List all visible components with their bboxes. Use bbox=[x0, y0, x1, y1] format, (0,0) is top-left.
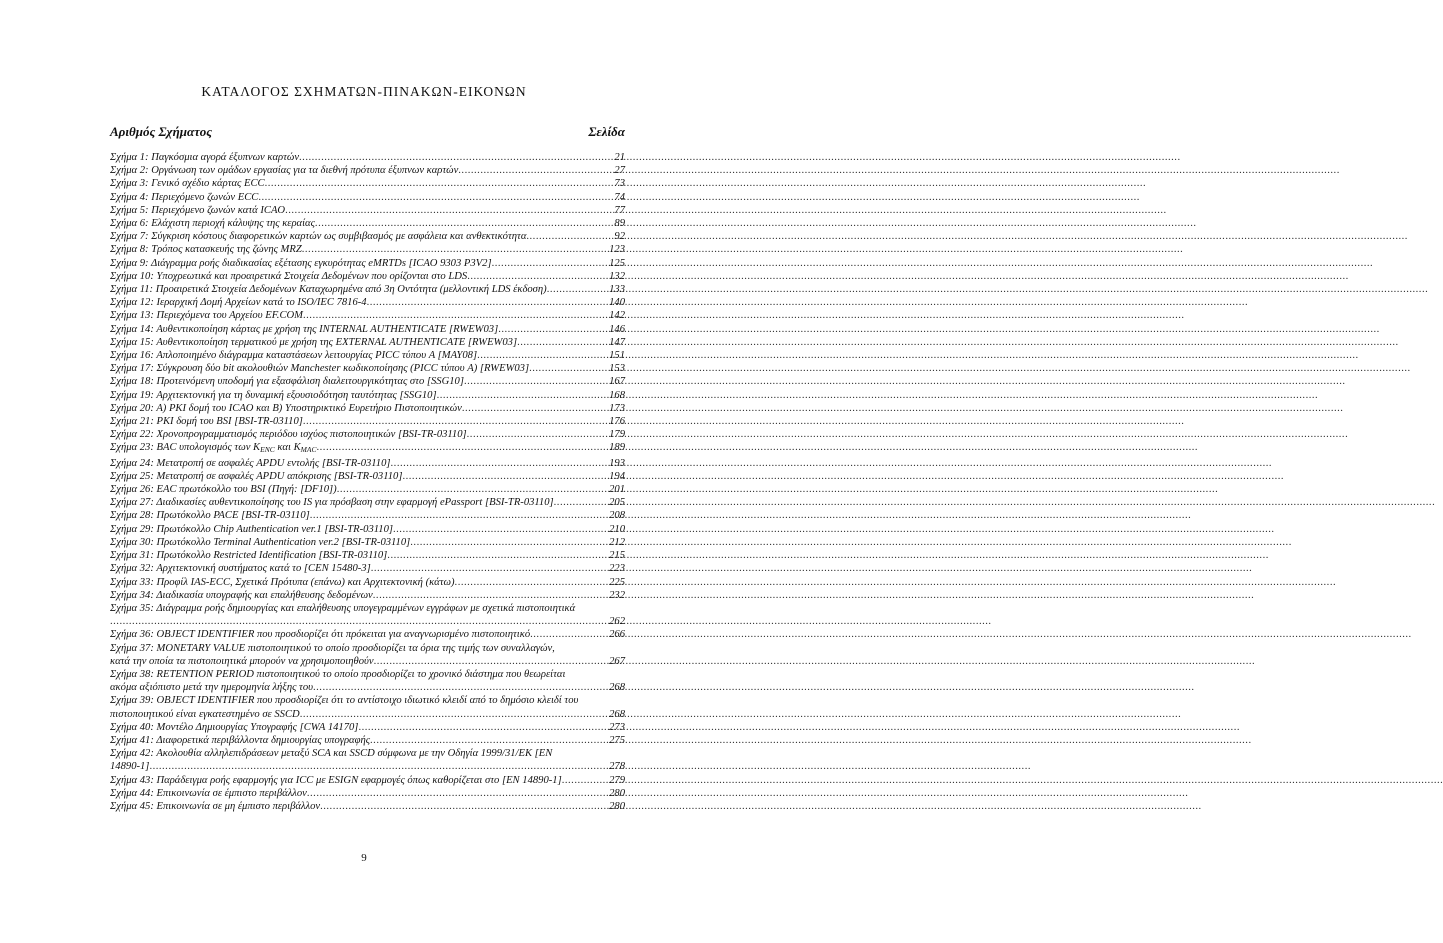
toc-entry-page: 27 bbox=[614, 165, 625, 177]
dot-leader bbox=[373, 589, 608, 602]
toc-entry-page: 176 bbox=[609, 416, 625, 428]
toc-entry-page: 267 bbox=[609, 655, 625, 667]
toc-entry-title-part: και K bbox=[274, 442, 301, 454]
dot-leader bbox=[462, 402, 608, 415]
toc-entry-title: Σχήμα 41: Διαφορετικά περιβάλλοντα δημιουργίας υπογραφής bbox=[110, 734, 371, 746]
toc-entry bbox=[110, 642, 625, 668]
toc-entry-title: Σχήμα 2: Οργάνωση των ομάδων εργασίας για τα διεθνή πρότυπα έξυπνων καρτών bbox=[110, 165, 459, 177]
toc-entry-line bbox=[110, 230, 625, 243]
toc-entry bbox=[110, 243, 625, 256]
dot-leader bbox=[299, 151, 613, 164]
dot-leader bbox=[526, 230, 613, 243]
toc-entry bbox=[110, 457, 625, 470]
dot-leader bbox=[517, 336, 608, 349]
toc-entry-line bbox=[110, 270, 625, 283]
dot-leader bbox=[547, 283, 608, 296]
dot-leader bbox=[455, 576, 609, 589]
toc-entry bbox=[110, 441, 625, 456]
dot-leader bbox=[303, 415, 608, 428]
toc-entry-page: 262 bbox=[609, 616, 625, 628]
toc-entry-title: Σχήμα 20: Α) PKI δομή του ICAO και Β) Υποστηρικτικό Ευρετήριο Πιστοποιητικών bbox=[110, 402, 462, 414]
toc-entry-page: 77 bbox=[614, 204, 625, 216]
dot-leader bbox=[337, 483, 608, 496]
toc-entry-page: 215 bbox=[609, 550, 625, 562]
toc-entry-page: 89 bbox=[614, 218, 625, 230]
toc-entry bbox=[110, 191, 625, 204]
toc-entry-title: Σχήμα 3: Γενικό σχέδιο κάρτας ECC bbox=[110, 178, 265, 190]
dot-leader bbox=[371, 562, 608, 575]
toc-entry-title: Σχήμα 14: Αυθεντικοποίηση κάρτας με χρήση της INTERNAL AUTHENTICATE [RWEW03] bbox=[110, 323, 499, 335]
toc-entry-title: Σχήμα 26: EAC πρωτόκολλο του BSI (Πηγή: [DF10]) bbox=[110, 484, 337, 496]
toc-entry-page: 266 bbox=[609, 629, 625, 641]
toc-entry-line bbox=[110, 615, 625, 628]
toc-entry bbox=[110, 589, 625, 602]
toc-entry-line bbox=[110, 362, 625, 375]
toc-entry-line bbox=[110, 681, 625, 694]
toc-entry-title: Σχήμα 11: Προαιρετικά Στοιχεία Δεδομένων Καταχωρημένα από 3η Οντότητα (μελλοντική LDS έκδοση) bbox=[110, 284, 547, 296]
toc-entry-page: 142 bbox=[609, 310, 625, 322]
toc-entry-title: Σχήμα 40: Μοντέλο Δημιουργίας Υπογραφής [CWA 14170] bbox=[110, 721, 359, 733]
dot-leader bbox=[303, 309, 608, 322]
toc-entry-page: 123 bbox=[609, 244, 625, 256]
toc-entry bbox=[110, 151, 625, 164]
toc-entry-title: Σχήμα 12: Ιεραρχική Δομή Αρχείων κατά το ISO/IEC 7816-4 bbox=[110, 297, 367, 309]
column-header-page: Σελίδα bbox=[588, 124, 625, 139]
dot-leader bbox=[562, 774, 608, 787]
toc-entry-page: 225 bbox=[609, 576, 625, 588]
toc-entry bbox=[110, 787, 625, 800]
toc-entry-line bbox=[110, 217, 625, 230]
dot-leader bbox=[367, 296, 609, 309]
dot-leader bbox=[285, 204, 613, 217]
dot-leader bbox=[464, 375, 608, 388]
dot-leader bbox=[320, 800, 608, 813]
page-number: 9 bbox=[361, 852, 367, 864]
dot-leader bbox=[358, 721, 608, 734]
toc-entry-line bbox=[110, 428, 625, 441]
toc-entry-line bbox=[110, 191, 625, 204]
toc-entry-title: Σχήμα 13: Περιεχόμενα του Αρχείου EF.COM bbox=[110, 310, 303, 322]
toc-entry-page: 205 bbox=[609, 497, 625, 509]
toc-entry-line bbox=[110, 721, 625, 734]
page-title: ΚΑΤΑΛΟΓΟΣ ΣΧΗΜΑΤΩΝ-ΠΙΝΑΚΩΝ-ΕΙΚΟΝΩΝ bbox=[201, 84, 527, 99]
toc-entry-line bbox=[110, 774, 625, 787]
toc-entry-page: 278 bbox=[609, 761, 625, 773]
toc-entry-line bbox=[110, 164, 625, 177]
dot-leader bbox=[467, 270, 608, 283]
toc-entry-line bbox=[110, 204, 625, 217]
toc-entry-title: Σχήμα 25: Μετατροπή σε ασφαλές APDU απόκρισης [BSI-TR-03110] bbox=[110, 470, 403, 482]
toc-entry bbox=[110, 536, 625, 549]
toc-entry-line bbox=[110, 389, 625, 402]
toc-entry-line bbox=[110, 336, 625, 349]
toc-entry-line bbox=[110, 800, 625, 813]
toc-entry bbox=[110, 362, 625, 375]
toc-entry-first-line: Σχήμα 35: Διάγραμμα ροής δημιουργίας και επαλήθευσης υπογεγραμμένων εγγράφων με σχετικά πιστοποιητικά bbox=[110, 602, 576, 614]
dot-leader bbox=[307, 787, 608, 800]
dot-leader bbox=[393, 523, 608, 536]
toc-entry-line bbox=[110, 349, 625, 362]
dot-leader bbox=[402, 470, 608, 483]
toc-entry-line bbox=[110, 576, 625, 589]
toc-entry bbox=[110, 415, 625, 428]
toc-entry-line bbox=[110, 562, 625, 575]
toc-entry-title bbox=[110, 441, 317, 456]
toc-entry-page: 208 bbox=[609, 510, 625, 522]
dot-leader bbox=[467, 428, 608, 441]
toc-entry-line bbox=[110, 536, 625, 549]
toc-entry-page: 153 bbox=[609, 363, 625, 375]
toc-entry-page: 189 bbox=[609, 442, 625, 454]
toc-entry-title: Σχήμα 33: Προφίλ IAS-ECC, Σχετικά Πρότυπα (επάνω) και Αρχιτεκτονική (κάτω) bbox=[110, 576, 455, 588]
toc-entry-page: 125 bbox=[609, 257, 625, 269]
dot-leader bbox=[110, 615, 608, 628]
toc-entry-title: Σχήμα 1: Παγκόσμια αγορά έξυπνων καρτών bbox=[110, 152, 300, 163]
toc-entry-page: 273 bbox=[609, 721, 625, 733]
toc-entry-title: κατά την οποία τα πιστοποιητικά μπορούν να χρησιμοποιηθούν bbox=[110, 655, 374, 667]
toc-entry bbox=[110, 602, 625, 628]
toc-entry-title: Σχήμα 6: Ελάχιστη περιοχή κάλυψης της κεραίας bbox=[110, 218, 315, 230]
toc-entry-line bbox=[110, 483, 625, 496]
toc-entry-page: 179 bbox=[609, 429, 625, 441]
toc-entry bbox=[110, 217, 625, 230]
toc-entry-line bbox=[110, 655, 625, 668]
toc-entry bbox=[110, 734, 625, 747]
toc-entry-line bbox=[110, 375, 625, 388]
toc-entry-title: Σχήμα 24: Μετατροπή σε ασφαλές APDU εντολής [BSI-TR-03110] bbox=[110, 457, 391, 469]
dot-leader bbox=[258, 191, 613, 204]
toc-entry bbox=[110, 402, 625, 415]
dot-leader bbox=[265, 177, 614, 190]
toc-entry-line bbox=[110, 708, 625, 721]
toc-entry-title: Σχήμα 34: Διαδικασία υπογραφής και επαλήθευσης δεδομένων bbox=[110, 589, 373, 601]
toc-entry-page: 147 bbox=[609, 336, 625, 348]
figure-list bbox=[110, 151, 625, 813]
toc-entry-title: Σχήμα 28: Πρωτόκολλο PACE [BSI-TR-03110] bbox=[110, 510, 310, 522]
toc-entry bbox=[110, 230, 625, 243]
toc-entry-title: Σχήμα 9: Διάγραμμα ροής διαδικασίας εξέτασης εγκυρότητας eMRTDs [ICAO 9303 P3V2] bbox=[110, 257, 492, 269]
dot-leader bbox=[302, 243, 608, 256]
toc-entry-line bbox=[110, 441, 625, 456]
toc-entry-page: 146 bbox=[609, 323, 625, 335]
toc-entry bbox=[110, 283, 625, 296]
toc-entry-line bbox=[110, 402, 625, 415]
toc-entry-page: 168 bbox=[609, 389, 625, 401]
toc-entry-page: 92 bbox=[614, 231, 625, 243]
toc-entry-page: 268 bbox=[609, 708, 625, 720]
toc-entry-line bbox=[110, 243, 625, 256]
toc-entry bbox=[110, 800, 625, 813]
toc-entry-first-line: Σχήμα 38: RETENTION PERIOD πιστοποιητικού το οποίο προσδιορίζει το χρονικό διάστημα που θεωρείται bbox=[110, 668, 566, 680]
toc-entry-title: πιστοποιητικού είναι εγκατεστημένο σε SSCD bbox=[110, 708, 300, 720]
toc-entry bbox=[110, 323, 625, 336]
dot-leader bbox=[313, 681, 608, 694]
toc-entry bbox=[110, 470, 625, 483]
toc-entry-line bbox=[110, 257, 625, 270]
toc-entry-line bbox=[110, 283, 625, 296]
dot-leader bbox=[149, 760, 608, 773]
toc-entry-page: 212 bbox=[609, 536, 625, 548]
toc-entry-line bbox=[110, 496, 625, 509]
toc-entry bbox=[110, 628, 625, 641]
toc-entry bbox=[110, 257, 625, 270]
toc-entry-page: 268 bbox=[609, 682, 625, 694]
dot-leader bbox=[529, 362, 608, 375]
dot-leader bbox=[492, 257, 609, 270]
toc-entry-title: Σχήμα 19: Αρχιτεκτονική για τη δυναμική εξουσιοδότηση ταυτότητας [SSG10] bbox=[110, 389, 437, 401]
toc-entry-title: Σχήμα 7: Σύγκριση κόστους διαφορετικών καρτών ως συμβιβασμός με ασφάλεια και ανθεκτικότητα bbox=[110, 231, 527, 243]
toc-entry-page: 173 bbox=[609, 402, 625, 414]
toc-entry-line bbox=[110, 309, 625, 322]
toc-entry bbox=[110, 523, 625, 536]
toc-entry-line bbox=[110, 734, 625, 747]
toc-entry-page: 279 bbox=[609, 774, 625, 786]
toc-entry-page: 193 bbox=[609, 457, 625, 469]
toc-entry-title: Σχήμα 45: Επικοινωνία σε μη έμπιστο περιβάλλον bbox=[110, 800, 321, 812]
toc-entry-title: Σχήμα 44: Επικοινωνία σε έμπιστο περιβάλλον bbox=[110, 787, 307, 799]
toc-entry-line bbox=[110, 509, 625, 522]
toc-entry-title: Σχήμα 17: Σύγκρουση δύο bit ακολουθιών Manchester κωδικοποίησης (PICC τύπου A) [RWEW03] bbox=[110, 363, 530, 375]
toc-entry-line bbox=[110, 628, 625, 641]
dot-leader bbox=[530, 628, 608, 641]
toc-entry bbox=[110, 336, 625, 349]
toc-entry bbox=[110, 375, 625, 388]
toc-entry-title: Σχήμα 29: Πρωτόκολλο Chip Authentication ver.1 [BSI-TR-03110] bbox=[110, 523, 393, 535]
dot-leader bbox=[315, 217, 613, 230]
toc-entry-line bbox=[110, 760, 625, 773]
dot-leader bbox=[374, 655, 609, 668]
toc-entry bbox=[110, 309, 625, 322]
toc-entry-title: 14890-1] bbox=[110, 761, 150, 773]
toc-entry-line bbox=[110, 151, 625, 164]
dot-leader bbox=[391, 457, 609, 470]
toc-entry-line bbox=[110, 549, 625, 562]
dot-leader bbox=[370, 734, 608, 747]
toc-entry bbox=[110, 389, 625, 402]
dot-leader bbox=[387, 549, 608, 562]
toc-entry bbox=[110, 774, 625, 787]
toc-entry-line bbox=[110, 523, 625, 536]
toc-entry-first-line: Σχήμα 37: MONETARY VALUE πιστοποιητικού το οποίο προσδιορίζει τα όρια της τιμής των συναλλαγών, bbox=[110, 642, 555, 654]
toc-entry-line bbox=[110, 457, 625, 470]
toc-entry-title: Σχήμα 18: Προτεινόμενη υποδομή για εξασφάλιση διαλειτουργικότητας στο [SSG10] bbox=[110, 376, 464, 388]
dot-leader bbox=[437, 389, 609, 402]
toc-entry bbox=[110, 562, 625, 575]
toc-entry-page: 167 bbox=[609, 376, 625, 388]
toc-entry bbox=[110, 509, 625, 522]
dot-leader bbox=[310, 509, 608, 522]
toc-entry-page: 133 bbox=[609, 284, 625, 296]
toc-entry bbox=[110, 296, 625, 309]
toc-entry bbox=[110, 177, 625, 190]
toc-entry bbox=[110, 694, 625, 720]
toc-entry-first-line: Σχήμα 42: Ακολουθία αλληλεπιδράσεων μεταξύ SCA και SSCD σύμφωνα με την Οδηγία 1999/31/ΕΚ [EN bbox=[110, 748, 553, 760]
toc-entry-title: Σχήμα 15: Αυθεντικοποίηση τερματικού με χρήση της EXTERNAL AUTHENTICATE [RWEW03] bbox=[110, 336, 518, 348]
toc-entry-line bbox=[110, 470, 625, 483]
toc-entry-page: 201 bbox=[609, 484, 625, 496]
toc-entry-line bbox=[110, 296, 625, 309]
toc-entry-line bbox=[110, 323, 625, 336]
toc-entry-title: Σχήμα 8: Τρόπος κατασκευής της ζώνης MRZ bbox=[110, 244, 302, 256]
toc-entry-title: Σχήμα 5: Περιεχόμενο ζωνών κατά ICAO bbox=[110, 204, 286, 216]
toc-entry-page: 151 bbox=[609, 350, 625, 362]
toc-entry-title: Σχήμα 27: Διαδικασίες αυθεντικοποίησης του IS για πρόσβαση στην εφαρμογή ePassport [BSI-TR-03110] bbox=[110, 497, 554, 509]
toc-entry bbox=[110, 549, 625, 562]
column-header-figure-number: Αριθμός Σχήματος bbox=[110, 124, 213, 139]
toc-entry-title: Σχήμα 21: PKI δομή του BSI [BSI-TR-03110] bbox=[110, 416, 303, 428]
toc-entry-page: 275 bbox=[609, 734, 625, 746]
toc-entry bbox=[110, 721, 625, 734]
toc-entry-title: Σχήμα 36: OBJECT IDENTIFIER που προσδιορίζει ότι πρόκειται για αναγνωρισμένο πιστοποιητικό bbox=[110, 629, 531, 641]
toc-entry bbox=[110, 496, 625, 509]
toc-entry-title: Σχήμα 16: Απλοποιημένο διάγραμμα καταστάσεων λειτουργίας PICC τύπου A [MAY08] bbox=[110, 350, 478, 362]
toc-entry-title: Σχήμα 31: Πρωτόκολλο Restricted Identification [BSI-TR-03110] bbox=[110, 550, 388, 562]
dot-leader bbox=[317, 441, 609, 454]
dot-leader bbox=[458, 164, 613, 177]
toc-entry-page: 280 bbox=[609, 800, 625, 812]
subscript-enc: ENC bbox=[260, 445, 275, 455]
toc-entry-title-part: Σχήμα 23: BAC υπολογισμός των K bbox=[110, 442, 261, 454]
toc-entry-title: Σχήμα 10: Υποχρεωτικά και προαιρετικά Στοιχεία Δεδομένων που ορίζονται στο LDS bbox=[110, 270, 468, 282]
toc-entry-title: Σχήμα 4: Περιεχόμενο ζωνών ECC bbox=[110, 191, 259, 203]
dot-leader bbox=[300, 708, 608, 721]
dot-leader bbox=[477, 349, 608, 362]
toc-entry-page: 21 bbox=[614, 152, 625, 163]
toc-entry bbox=[110, 204, 625, 217]
toc-entry-page: 232 bbox=[609, 589, 625, 601]
toc-entry bbox=[110, 349, 625, 362]
toc-entry bbox=[110, 270, 625, 283]
dot-leader bbox=[410, 536, 608, 549]
toc-entry-title: Σχήμα 32: Αρχιτεκτονική συστήματος κατά το [CEN 15480-3] bbox=[110, 563, 371, 575]
toc-entry-first-line: Σχήμα 39: OBJECT IDENTIFIER που προσδιορίζει ότι το αντίστοιχο ιδιωτικό κλειδί από το δημόσιο κλειδί του bbox=[110, 695, 579, 707]
toc-entry bbox=[110, 747, 625, 773]
toc-entry-line bbox=[110, 589, 625, 602]
toc-entry-page: 73 bbox=[614, 178, 625, 190]
toc-entry-line bbox=[110, 787, 625, 800]
dot-leader bbox=[498, 323, 608, 336]
toc-entry-title: ακόμα αξιόπιστο μετά την ημερομηνία λήξης του bbox=[110, 682, 313, 694]
toc-entry-line bbox=[110, 177, 625, 190]
toc-entry-title: Σχήμα 22: Χρονοπρογραμματισμός περιόδου ισχύος πιστοποιητικών [BSI-TR-03110] bbox=[110, 429, 467, 441]
toc-entry-page: 280 bbox=[609, 787, 625, 799]
subscript-mac: MAC bbox=[300, 445, 317, 455]
toc-entry-title: Σχήμα 43: Παράδειγμα ροής εφαρμογής για ICC με ESIGN εφαρμογές όπως καθορίζεται στο [EN 14890-1] bbox=[110, 774, 562, 786]
toc-entry-page: 140 bbox=[609, 297, 625, 309]
toc-entry-page: 210 bbox=[609, 523, 625, 535]
toc-entry bbox=[110, 576, 625, 589]
toc-entry bbox=[110, 164, 625, 177]
toc-entry bbox=[110, 668, 625, 694]
toc-entry-page: 223 bbox=[609, 563, 625, 575]
toc-entry bbox=[110, 483, 625, 496]
toc-entry-page: 132 bbox=[609, 270, 625, 282]
toc-entry bbox=[110, 428, 625, 441]
toc-entry-page: 74 bbox=[614, 191, 625, 203]
toc-entry-title: Σχήμα 30: Πρωτόκολλο Terminal Authentication ver.2 [BSI-TR-03110] bbox=[110, 536, 411, 548]
dot-leader bbox=[554, 496, 608, 509]
toc-entry-page: 194 bbox=[609, 470, 625, 482]
toc-entry-line bbox=[110, 415, 625, 428]
